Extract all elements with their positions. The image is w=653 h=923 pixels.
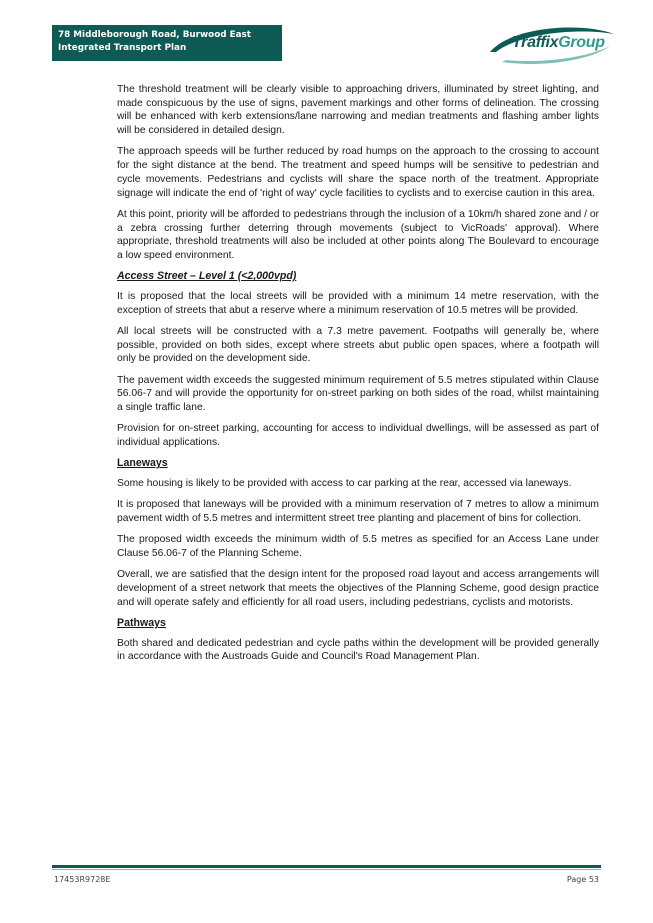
paragraph: The pavement width exceeds the suggested minimum requirement of 5.5 metres stipulated within Clause 56.06-7 and will provide the opportunity for on-street parking on both sides of the road, whilst maintaining a single traffic lane. (117, 374, 599, 414)
footer-divider (52, 865, 601, 868)
paragraph: The proposed width exceeds the minimum width of 5.5 metres as specified for an Access Lane under Clause 56.06-7 of the Planning Scheme. (117, 534, 599, 560)
paragraph: The approach speeds will be further reduced by road humps on the approach to the crossing to account for the sight distance at the bend. The treatment and speed humps will be sensitive to pedestrian and cycle movements. Pedestrians and cyclists will share the space north of the treatment. Appropriate signage will indicate the end of 'right of way' cycle facilities to cyclists and to exercise caution in this area. (117, 146, 599, 199)
header-document-title: Integrated Transport Plan (58, 43, 187, 53)
footer-divider-thin (52, 869, 601, 870)
paragraph: It is proposed that laneways will be provided with a minimum reservation of 7 metres to allow a minimum pavement width of 5.5 metres and intermittent street tree planting and placement of bins for collection. (117, 499, 599, 525)
logo-text-traffix: Traffix (512, 34, 559, 51)
paragraph: At this point, priority will be afforded to pedestrians through the inclusion of a 10km/h shared zone and / or a zebra crossing further deterring through movements (subject to VicRoads' approval). Where appropriate, threshold treatments will also be included at other points along The Boulevard to encourage a low speed environment. (117, 208, 599, 261)
document-reference: 17453R9728E (54, 875, 111, 884)
page-body (117, 83, 599, 672)
paragraph: Overall, we are satisfied that the design intent for the proposed road layout and access arrangements will development of a street network that meets the objectives of the Planning Scheme, good design practice and will operate safely and efficiently for all road users, including pedestrians, cyclists and motorists. (117, 569, 599, 608)
section-heading-pathways: Pathways (117, 617, 166, 630)
paragraph: It is proposed that the local streets will be provided with a minimum 14 metre reservation, with the exception of streets that abut a reserve where a minimum reservation of 10.5 metres will be provided. (117, 290, 599, 316)
section-heading-laneways: Laneways (117, 457, 168, 470)
paragraph: Some housing is likely to be provided with access to car parking at the rear, accessed via laneways. (117, 478, 572, 490)
header-band (52, 25, 282, 61)
paragraph: Provision for on-street parking, accounting for access to individual dwellings, will be assessed as part of individual applications. (117, 423, 599, 449)
paragraph: Both shared and dedicated pedestrian and cycle paths within the development will be provided generally in accordance with the Austroads Guide and Council's Road Management Plan. (117, 637, 599, 663)
logo-wordmark (512, 34, 605, 52)
paragraph: All local streets will be constructed with a 7.3 metre pavement. Footpaths will generally be, where possible, provided on both sides, except where streets abut public open spaces, where a footpath will only be provided on the development side. (117, 325, 599, 365)
page-number: Page 53 (566, 875, 599, 884)
header-address: 78 Middleborough Road, Burwood East (58, 30, 251, 40)
paragraph: The threshold treatment will be clearly visible to approaching drivers, illuminated by street lighting, and made conspicuous by the use of signs, pavement markings and other forms of delineation. The crossing will be enhanced with kerb extensions/lane narrowing and median treatments and flashing amber lights will be considered in detailed design. (117, 84, 599, 137)
logo-text-group: Group (558, 34, 605, 51)
section-heading-access-street: Access Street – Level 1 (<2,000vpd) (117, 270, 297, 283)
